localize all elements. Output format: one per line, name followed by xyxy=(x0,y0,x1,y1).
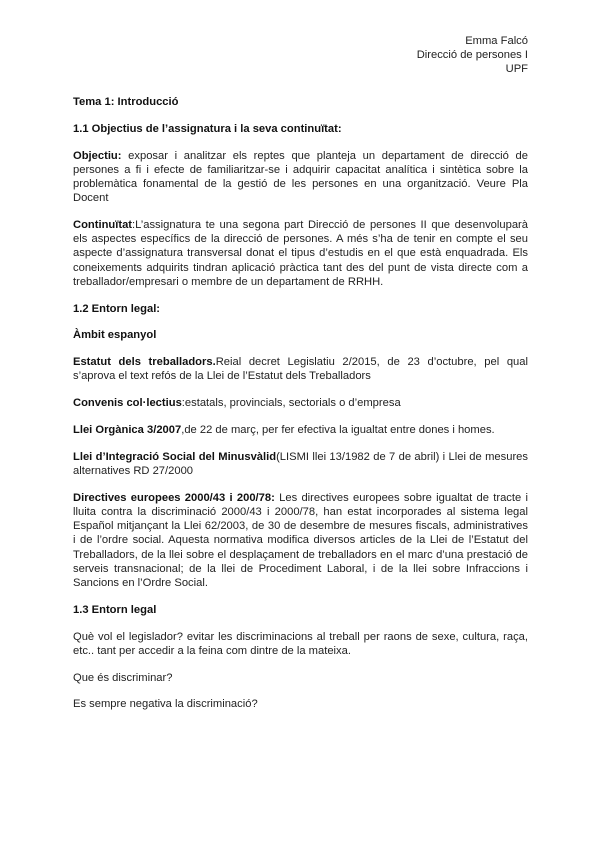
continuitat-text: :L’assignatura te una segona part Direcció de persones II que desenvoluparà els aspectes específics de la direcció de persones. A més s’ha de tenir en compte el seu aspecte d’assignatura transversal donat el tipus d’estudis en el que està enquadrada. Els coneixements adquirits tindran aplicació pràctica tant des del punt de vista directe com a treballador/empresari o membre de un departament de RRHH. xyxy=(73,219,528,288)
section-1-2-title: 1.2 Entorn legal: xyxy=(73,302,161,315)
question-2: Que és discriminar? xyxy=(73,671,173,684)
llei-integracio-text: (LISMI llei 13/1982 de 7 de abril) i Llei de mesures alternatives RD 27/2000 xyxy=(73,450,528,477)
objectiu-label: Objectiu: xyxy=(73,149,122,162)
estatut-text: Reial decret Legislatiu 2/2015, de 23 d’octubre, pel qual s’aprova el text refós de la Llei de l’Estatut dels Treballadors xyxy=(73,356,528,383)
question-3: Es sempre negativa la discriminació? xyxy=(73,698,258,711)
author-name: Emma Falcó xyxy=(465,35,528,47)
section-1-3-title: 1.3 Entorn legal xyxy=(73,603,157,616)
llei-organica-paragraph xyxy=(73,423,528,437)
convenis-text: :estatals, provincials, sectorials o d’empresa xyxy=(181,397,401,410)
llei-integracio-paragraph xyxy=(73,450,528,478)
topic-title: Tema 1: Introducció xyxy=(73,96,179,108)
university-name: UPF xyxy=(505,63,528,76)
document-body xyxy=(73,95,528,724)
estatut-label: Estatut dels treballadors. xyxy=(73,356,216,369)
convenis-label: Convenis col·lectius xyxy=(73,397,182,410)
estatut-paragraph xyxy=(73,355,528,383)
convenis-paragraph xyxy=(73,396,528,410)
llei-integracio-label: Llei d’Integració Social del Minusvàlid xyxy=(73,450,277,463)
section-1-1-title: 1.1 Objectius de l’assignatura i la seva continuïtat: xyxy=(73,122,342,135)
objectiu-paragraph xyxy=(73,149,528,206)
course-name: Direcció de persones I xyxy=(416,49,528,62)
directives-text: Les directives europees sobre igualtat de tracte i lluita contra la discriminació 2000/43 i 2000/78, han estat incorporades al sistema legal Español mitjançant la Llei 62/2003, de 30 de desembre de mesures fiscals, administratives i de l’ordre social. Aquesta normativa modifica diversos articles de la Llei de l’Estatut del Treballadors, de la llei sobre el desplaçament de treballadors en el marc d’una prestació de serveis transnacional; de la llei de Procediment Laboral, i de la llei sobre Infraccions i Sancions en l’Ordre Social. xyxy=(73,491,528,590)
directives-paragraph xyxy=(73,491,528,590)
llei-organica-text: ,de 22 de març, per fer efectiva la igualtat entre dones i homes. xyxy=(181,424,495,436)
continuitat-label: Continuïtat xyxy=(73,219,133,231)
document-header xyxy=(417,34,528,77)
question-1: Què vol el legislador? evitar les discriminacions al treball per raons de sexe, cultura, raça, etc.. tant per accedir a la feina com dintre de la mateixa. xyxy=(73,630,528,657)
directives-label: Directives europees 2000/43 i 200/78: xyxy=(73,491,275,504)
ambit-title: Àmbit espanyol xyxy=(73,329,157,342)
continuitat-paragraph xyxy=(73,218,528,289)
objectiu-text: exposar i analitzar els reptes que planteja un departament de direcció de persones a fi i efecte de familiaritzar-se i adquirir capacitat analítica i sintètica sobre la problemàtica fonamental de la gestió de les persones en una organització. Veure Pla Docent xyxy=(73,149,528,205)
llei-organica-label: Llei Orgànica 3/2007 xyxy=(73,424,182,436)
